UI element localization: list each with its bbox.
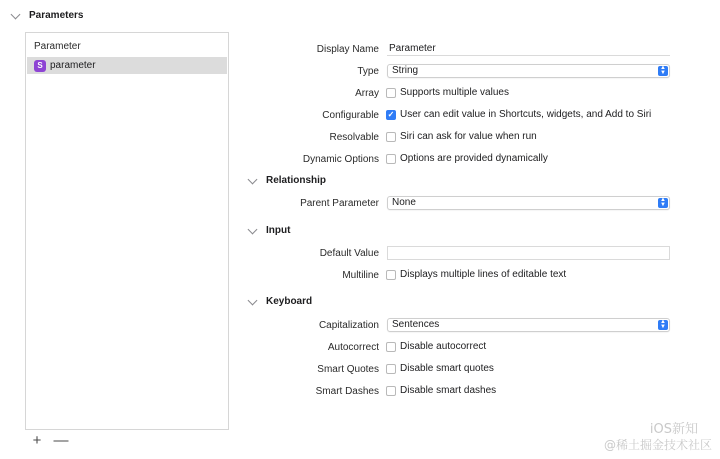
add-parameter-button[interactable] <box>30 433 44 447</box>
configurable-checkbox-row[interactable] <box>386 109 651 120</box>
parameter-list-header: Parameter <box>34 41 81 52</box>
default-value-field[interactable] <box>387 246 670 260</box>
plus-icon: + <box>32 431 42 449</box>
smart-dashes-checkbox[interactable] <box>386 386 396 396</box>
autocorrect-label: Autocorrect <box>327 342 379 353</box>
keyboard-section-title: Keyboard <box>266 296 313 307</box>
parent-parameter-label: Parent Parameter <box>300 198 379 209</box>
smart-dashes-label: Smart Dashes <box>315 386 379 397</box>
resolvable-checkbox[interactable] <box>386 132 396 142</box>
display-name-field[interactable]: Parameter <box>387 42 670 56</box>
resolvable-checkbox-row[interactable] <box>386 131 537 142</box>
array-option-text: Supports multiple values <box>400 87 509 98</box>
autocorrect-option-text: Disable autocorrect <box>400 341 487 352</box>
array-label: Array <box>355 88 379 99</box>
multiline-checkbox[interactable] <box>386 270 396 280</box>
remove-parameter-button[interactable] <box>54 433 68 447</box>
chevron-down-icon[interactable] <box>11 9 21 19</box>
capitalization-value: Sentences <box>392 319 440 330</box>
string-type-badge-icon: S <box>34 60 46 72</box>
relationship-section-title: Relationship <box>266 175 327 186</box>
chevron-down-icon[interactable] <box>248 295 258 305</box>
resolvable-label: Resolvable <box>329 132 379 143</box>
multiline-option-text: Displays multiple lines of editable text <box>400 269 567 280</box>
smart-dashes-option-text: Disable smart dashes <box>400 385 497 396</box>
parameters-section-title: Parameters <box>29 10 84 21</box>
configurable-label: Configurable <box>322 110 379 121</box>
watermark-juejin: @稀土掘金技术社区 <box>603 438 712 452</box>
list-item-label: parameter <box>50 60 96 71</box>
resolvable-option-text: Siri can ask for value when run <box>400 131 537 142</box>
chevron-down-icon[interactable] <box>248 224 258 234</box>
smart-dashes-checkbox-row[interactable] <box>386 385 496 396</box>
input-section-header[interactable] <box>249 225 290 236</box>
smart-quotes-checkbox-row[interactable] <box>386 363 494 374</box>
keyboard-section-header[interactable] <box>249 296 312 307</box>
configurable-option-text: User can edit value in Shortcuts, widgets, and Add to Siri <box>400 109 652 120</box>
smart-quotes-checkbox[interactable] <box>386 364 396 374</box>
parent-parameter-select[interactable] <box>387 196 670 210</box>
updown-chevron-icon: ▲ ▼ <box>658 66 668 76</box>
parent-parameter-value: None <box>392 197 416 208</box>
relationship-section-header[interactable] <box>249 175 326 186</box>
chevron-down-icon[interactable] <box>248 174 258 184</box>
updown-chevron-icon: ▲ ▼ <box>658 320 668 330</box>
capitalization-select[interactable] <box>387 318 670 332</box>
updown-chevron-icon: ▲ ▼ <box>658 198 668 208</box>
dynamic-options-label: Dynamic Options <box>302 154 379 165</box>
array-checkbox[interactable] <box>386 88 396 98</box>
type-select-value: String <box>392 65 419 76</box>
input-section-title: Input <box>266 225 291 236</box>
list-toolbar <box>30 433 68 447</box>
autocorrect-checkbox[interactable] <box>386 342 396 352</box>
smart-quotes-label: Smart Quotes <box>317 364 379 375</box>
default-value-label: Default Value <box>319 248 379 259</box>
watermark-ios-xinzhi: iOS新知 <box>649 422 698 437</box>
dynamic-options-checkbox-row[interactable] <box>386 153 548 164</box>
parameters-section-header[interactable] <box>12 10 83 21</box>
type-label: Type <box>357 66 379 77</box>
configurable-checkbox[interactable] <box>386 110 396 120</box>
type-select[interactable] <box>387 64 670 78</box>
autocorrect-checkbox-row[interactable] <box>386 341 486 352</box>
multiline-label: Multiline <box>342 270 379 281</box>
array-checkbox-row[interactable] <box>386 87 509 98</box>
checkmark-icon: ✓ <box>387 109 395 119</box>
dynamic-options-option-text: Options are provided dynamically <box>400 153 548 164</box>
dynamic-options-checkbox[interactable] <box>386 154 396 164</box>
multiline-checkbox-row[interactable] <box>386 269 566 280</box>
minus-icon: — <box>53 431 69 449</box>
smart-quotes-option-text: Disable smart quotes <box>400 363 494 374</box>
capitalization-label: Capitalization <box>318 320 379 331</box>
display-name-label: Display Name <box>316 44 379 55</box>
